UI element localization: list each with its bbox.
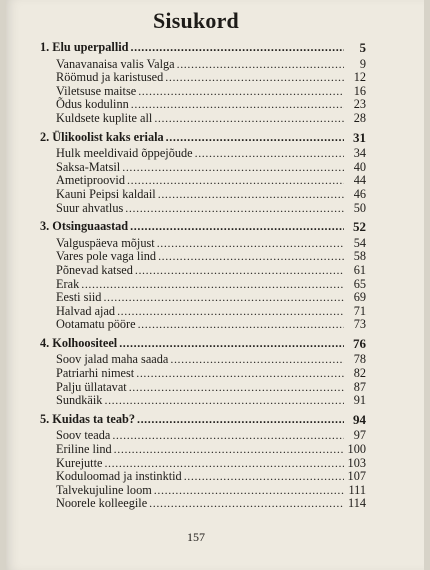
toc-entry-label: Röömud ja karistused bbox=[56, 70, 164, 85]
dot-leader bbox=[158, 188, 344, 202]
dot-leader bbox=[170, 353, 344, 367]
section-heading-label: 2. Ülikoolist kaks eriala bbox=[40, 129, 164, 144]
toc-entry-label: Kauni Peipsi kaldail bbox=[56, 186, 156, 201]
toc-entry bbox=[40, 250, 366, 264]
toc-entry-label: Eesti siid bbox=[56, 290, 102, 305]
toc-entry-page-number: 111 bbox=[344, 484, 366, 498]
toc-entry-page-number: 23 bbox=[344, 98, 366, 112]
dot-leader bbox=[131, 41, 345, 55]
toc-entry bbox=[40, 305, 366, 319]
toc-entry-label: Ametiproovid bbox=[56, 173, 125, 188]
dot-leader bbox=[112, 429, 344, 443]
dot-leader bbox=[119, 337, 344, 351]
dot-leader bbox=[131, 98, 344, 112]
toc-entry-page-number: 114 bbox=[344, 497, 366, 511]
toc-entry-page-number: 71 bbox=[344, 305, 366, 319]
toc-entry-page-number: 9 bbox=[344, 58, 366, 72]
toc-entry bbox=[40, 188, 366, 202]
toc-entry-page-number: 65 bbox=[344, 278, 366, 292]
dot-leader bbox=[127, 174, 344, 188]
toc-entry-page-number: 69 bbox=[344, 291, 366, 305]
toc-entry-page-number: 78 bbox=[344, 353, 366, 367]
dot-leader bbox=[165, 71, 344, 85]
toc-entry bbox=[40, 484, 366, 498]
toc-section-heading bbox=[40, 337, 366, 351]
toc-entry bbox=[40, 497, 366, 511]
toc-entry bbox=[40, 85, 366, 99]
toc-entry bbox=[40, 443, 366, 457]
dot-leader bbox=[157, 237, 344, 251]
section-page-number: 5 bbox=[344, 41, 366, 55]
dot-leader bbox=[138, 318, 344, 332]
toc-entry-label: Vanavanaisa valis Valga bbox=[56, 56, 175, 71]
page-title: Sisukord bbox=[153, 8, 239, 33]
toc-entry-label: Patriarhi nimest bbox=[56, 366, 135, 381]
section-page-number: 76 bbox=[344, 337, 366, 351]
toc-section-heading bbox=[40, 131, 366, 145]
dot-leader bbox=[136, 367, 344, 381]
dot-leader bbox=[117, 305, 344, 319]
toc-entry-page-number: 34 bbox=[344, 147, 366, 161]
section-heading-label: 3. Otsinguaastad bbox=[40, 219, 129, 234]
toc-entry-label: Erak bbox=[56, 276, 80, 291]
toc-entry-label: Koduloomad ja instinktid bbox=[56, 469, 182, 484]
toc-section bbox=[40, 41, 366, 126]
toc-entry-page-number: 44 bbox=[344, 174, 366, 188]
toc-entry bbox=[40, 381, 366, 395]
dot-leader bbox=[184, 470, 344, 484]
dot-leader bbox=[137, 413, 344, 427]
toc-entry-label: Soov jalad maha saada bbox=[56, 352, 169, 367]
toc-entry-page-number: 46 bbox=[344, 188, 366, 202]
dot-leader bbox=[103, 291, 344, 305]
toc-entry bbox=[40, 161, 366, 175]
section-heading-label: 4. Kolhoositeel bbox=[40, 335, 118, 350]
dot-leader bbox=[166, 131, 344, 145]
toc-entry-page-number: 103 bbox=[344, 457, 366, 471]
dot-leader bbox=[114, 443, 344, 457]
toc-entry-page-number: 12 bbox=[344, 71, 366, 85]
section-heading-label: 1. Elu uperpallid bbox=[40, 40, 129, 54]
dot-leader bbox=[81, 278, 344, 292]
toc-entry bbox=[40, 71, 366, 85]
toc-entry-label: Ootamatu pööre bbox=[56, 317, 136, 332]
section-heading-label: 5. Kuidas ta teab? bbox=[40, 411, 135, 426]
toc-entry bbox=[40, 367, 366, 381]
toc-entry-page-number: 50 bbox=[344, 202, 366, 216]
toc-entry bbox=[40, 278, 366, 292]
toc-entry bbox=[40, 264, 366, 278]
toc-entry-label: Kuldsete kuplite all bbox=[56, 110, 153, 125]
toc-entry bbox=[40, 318, 366, 332]
toc-entry bbox=[40, 291, 366, 305]
dot-leader bbox=[104, 457, 344, 471]
toc-section bbox=[40, 337, 366, 408]
toc-entry-page-number: 58 bbox=[344, 250, 366, 264]
dot-leader bbox=[125, 202, 344, 216]
table-of-contents bbox=[40, 38, 366, 512]
toc-entry-page-number: 87 bbox=[344, 381, 366, 395]
toc-section-heading bbox=[40, 413, 366, 427]
toc-entry-label: Sundkäik bbox=[56, 393, 103, 408]
dot-leader bbox=[122, 161, 344, 175]
toc-entry bbox=[40, 394, 366, 408]
toc-entry-label: Põnevad katsed bbox=[56, 262, 133, 277]
toc-entry-label: Talvekujuline loom bbox=[56, 482, 152, 497]
toc-entry-label: Õdus kodulinn bbox=[56, 97, 129, 112]
toc-entry bbox=[40, 457, 366, 471]
dot-leader bbox=[154, 484, 344, 498]
toc-section bbox=[40, 413, 366, 511]
dot-leader bbox=[129, 381, 344, 395]
toc-entry bbox=[40, 147, 366, 161]
toc-entry bbox=[40, 202, 366, 216]
toc-entry-page-number: 73 bbox=[344, 318, 366, 332]
toc-entry-label: Soov teada bbox=[56, 428, 111, 443]
dot-leader bbox=[138, 85, 344, 99]
toc-entry-page-number: 61 bbox=[344, 264, 366, 278]
toc-entry-page-number: 28 bbox=[344, 112, 366, 126]
toc-entry-page-number: 82 bbox=[344, 367, 366, 381]
toc-entry-label: Palju üllatavat bbox=[56, 379, 127, 394]
dot-leader bbox=[149, 497, 344, 511]
section-page-number: 52 bbox=[344, 220, 366, 234]
toc-entry-label: Vares pole vaga lind bbox=[56, 249, 157, 264]
section-page-number: 94 bbox=[344, 413, 366, 427]
toc-entry-label: Valguspäeva mõjust bbox=[56, 235, 155, 250]
dot-leader bbox=[195, 147, 344, 161]
toc-section bbox=[40, 131, 366, 216]
toc-entry-label: Halvad ajad bbox=[56, 303, 116, 318]
toc-entry-page-number: 54 bbox=[344, 237, 366, 251]
page-number: 157 bbox=[187, 530, 205, 544]
toc-entry-page-number: 40 bbox=[344, 161, 366, 175]
toc-entry bbox=[40, 174, 366, 188]
toc-entry bbox=[40, 470, 366, 484]
toc-entry-page-number: 107 bbox=[344, 470, 366, 484]
toc-entry-page-number: 97 bbox=[344, 429, 366, 443]
toc-entry-page-number: 16 bbox=[344, 85, 366, 99]
toc-entry bbox=[40, 429, 366, 443]
toc-entry-label: Noorele kolleegile bbox=[56, 496, 148, 511]
dot-leader bbox=[130, 220, 344, 234]
toc-entry-label: Eriline lind bbox=[56, 442, 112, 457]
toc-entry-label: Kurejutte bbox=[56, 455, 103, 470]
book-page bbox=[6, 0, 424, 570]
toc-section bbox=[40, 220, 366, 332]
toc-entry-label: Saksa-Matsil bbox=[56, 159, 121, 174]
toc-entry-label: Viletsuse maitse bbox=[56, 83, 137, 98]
toc-entry bbox=[40, 237, 366, 251]
toc-entry-page-number: 91 bbox=[344, 394, 366, 408]
dot-leader bbox=[104, 394, 344, 408]
toc-entry bbox=[40, 353, 366, 367]
toc-entry-page-number: 100 bbox=[344, 443, 366, 457]
toc-entry bbox=[40, 98, 366, 112]
toc-entry bbox=[40, 112, 366, 126]
section-page-number: 31 bbox=[344, 131, 366, 145]
dot-leader bbox=[158, 250, 344, 264]
toc-entry-label: Suur ahvatlus bbox=[56, 200, 124, 215]
toc-entry-label: Hulk meeldivaid õppejõude bbox=[56, 146, 193, 161]
toc-entry bbox=[40, 58, 366, 72]
dot-leader bbox=[177, 58, 344, 72]
toc-section-heading bbox=[40, 220, 366, 234]
toc-section-heading bbox=[40, 41, 366, 55]
dot-leader bbox=[135, 264, 344, 278]
dot-leader bbox=[154, 112, 344, 126]
